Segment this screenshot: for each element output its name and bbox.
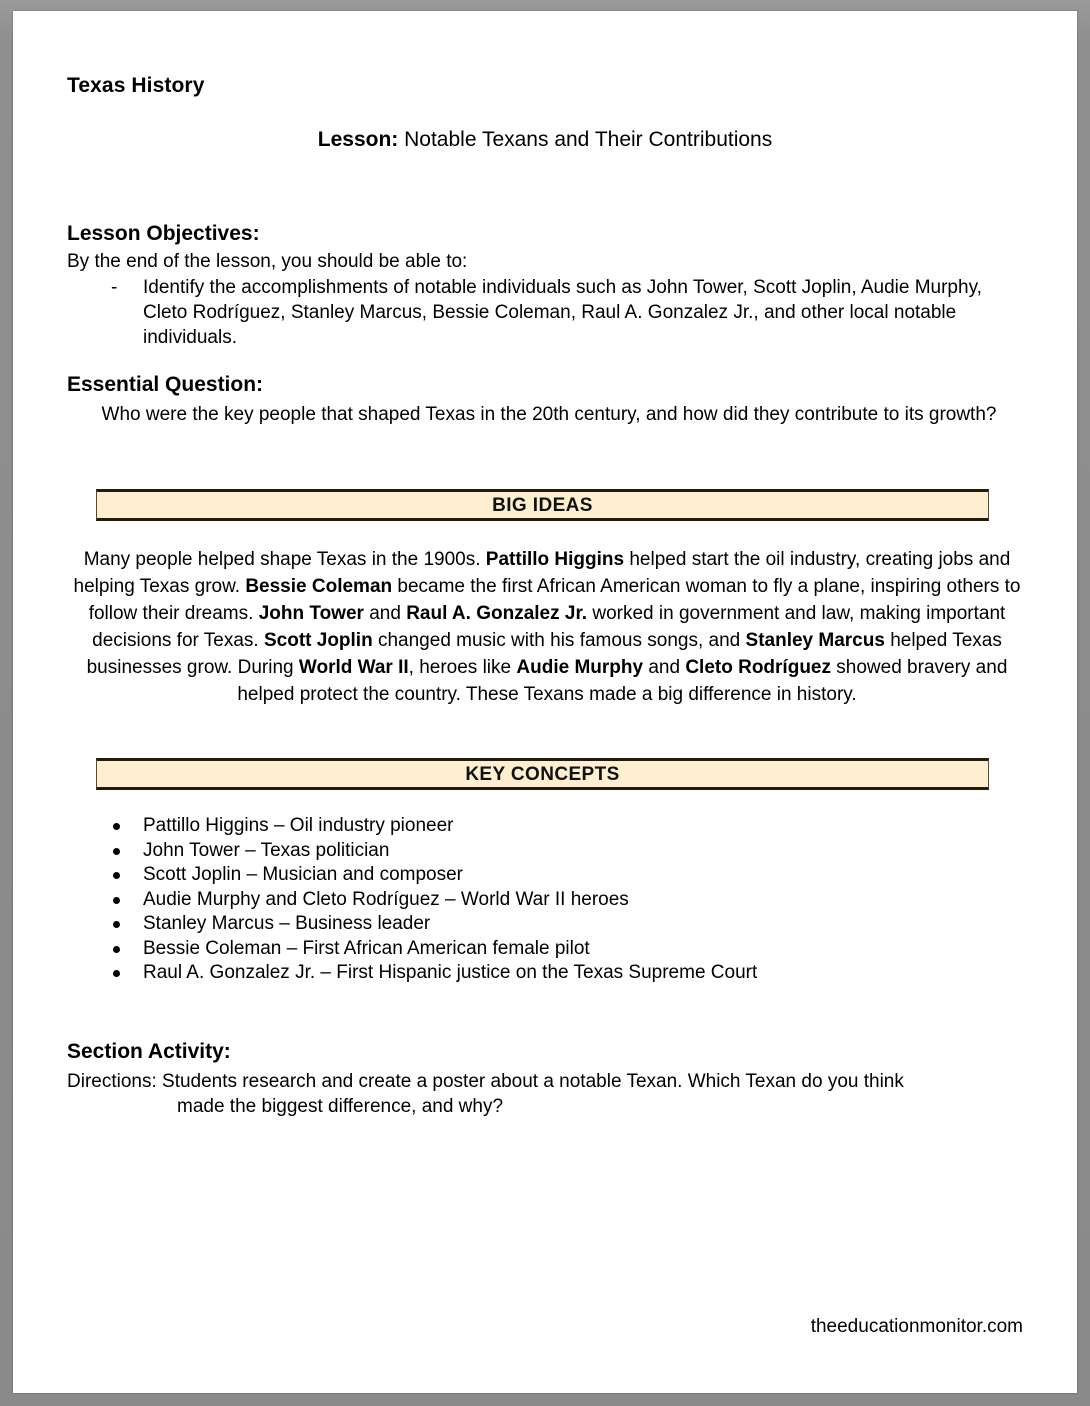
- big-ideas-text-run: became the first African American woman to fly a plane, inspiring others to follow their dreams.: [88, 576, 1021, 624]
- big-ideas-person-name: Bessie Coleman: [245, 576, 393, 597]
- list-item-label: Scott Joplin – Musician and composer: [143, 864, 463, 885]
- essential-question-text: Who were the key people that shaped Texas in the 20th century, and how did they contribute to its growth?: [101, 404, 997, 425]
- big-ideas-person-name: Audie Murphy: [516, 657, 644, 678]
- bullet-dot-icon: [113, 872, 120, 879]
- directions-line-2: made the biggest difference, and why?: [177, 1096, 504, 1117]
- big-ideas-text-run: and: [363, 603, 407, 624]
- big-ideas-text-run: helped start the oil industry, creating jobs and helping Texas grow.: [73, 549, 1011, 597]
- big-ideas-person-name: Pattillo Higgins: [485, 549, 625, 570]
- list-item: [67, 961, 1007, 986]
- essential-question-heading: Essential Question:: [67, 373, 264, 396]
- document-page: [13, 11, 1077, 1393]
- lesson-title-text: Notable Texans and Their Contributions: [398, 128, 773, 151]
- bullet-dot-icon: [113, 848, 120, 855]
- list-item-label: Raul A. Gonzalez Jr. – First Hispanic justice on the Texas Supreme Court: [143, 962, 758, 983]
- dash-marker: -: [111, 277, 118, 298]
- big-ideas-person-name: Cleto Rodríguez: [685, 657, 831, 678]
- page-title: Texas History: [67, 74, 205, 97]
- big-ideas-person-name: World War II: [298, 657, 409, 678]
- section-activity-directions: [67, 1069, 1017, 1119]
- list-item: [67, 912, 1007, 937]
- lesson-title-line: [67, 128, 1023, 152]
- big-ideas-text-run: changed music with his famous songs, and: [372, 630, 746, 651]
- list-item: [67, 888, 1007, 913]
- directions-line-1: Directions: Students research and create a poster about a notable Texan. Which Texan do you think: [67, 1071, 904, 1092]
- key-concepts-banner: KEY CONCEPTS: [96, 758, 989, 790]
- lesson-objectives-heading: Lesson Objectives:: [67, 222, 260, 245]
- bullet-dot-icon: [113, 970, 120, 977]
- document-body: [13, 11, 1077, 1393]
- list-item: [67, 839, 1007, 864]
- list-item-label: Stanley Marcus – Business leader: [143, 913, 431, 934]
- bullet-dot-icon: [113, 823, 120, 830]
- big-ideas-paragraph: [69, 546, 1025, 708]
- big-ideas-person-name: Raul A. Gonzalez Jr.: [406, 603, 588, 624]
- list-item: [67, 814, 1007, 839]
- big-ideas-text-run: Many people helped shape Texas in the 1900s.: [83, 549, 486, 570]
- footer-watermark: theeducationmonitor.com: [810, 1316, 1023, 1337]
- bullet-dot-icon: [113, 946, 120, 953]
- big-ideas-text-run: and: [643, 657, 686, 678]
- list-item-label: Pattillo Higgins – Oil industry pioneer: [143, 815, 454, 836]
- list-item-label: Bessie Coleman – First African American female pilot: [143, 937, 590, 959]
- big-ideas-banner: BIG IDEAS: [96, 489, 989, 521]
- big-ideas-text-run: worked in government and law, making important decisions for Texas.: [92, 603, 1006, 651]
- objectives-item-text: Identify the accomplishments of notable individuals such as John Tower, Scott Joplin, Audie Murphy, Cleto Rodríguez, Stanley Marcus, Bessie Coleman, Raul A. Gonzalez Jr., and other local notable individuals.: [143, 277, 982, 348]
- bullet-dot-icon: [113, 921, 120, 928]
- objectives-list-item: [67, 275, 1012, 350]
- lesson-label: Lesson:: [317, 128, 399, 151]
- objectives-intro: By the end of the lesson, you should be able to:: [67, 251, 468, 272]
- big-ideas-person-name: John Tower: [258, 603, 364, 624]
- list-item-label: John Tower – Texas politician: [143, 839, 390, 861]
- big-ideas-person-name: Scott Joplin: [263, 630, 373, 651]
- section-activity-heading: Section Activity:: [67, 1040, 231, 1063]
- list-item: [67, 937, 1007, 962]
- key-concepts-list: [67, 814, 1007, 986]
- list-item: [67, 863, 1007, 888]
- big-ideas-text-run: , heroes like: [408, 657, 517, 678]
- list-item-label: Audie Murphy and Cleto Rodríguez – World War II heroes: [143, 888, 629, 910]
- big-ideas-text-run: showed bravery and helped protect the country. These Texans made a big difference in history.: [237, 657, 1008, 705]
- big-ideas-text-run: helped Texas businesses grow. During: [86, 630, 1002, 678]
- big-ideas-person-name: Stanley Marcus: [745, 630, 885, 651]
- bullet-dot-icon: [113, 897, 120, 904]
